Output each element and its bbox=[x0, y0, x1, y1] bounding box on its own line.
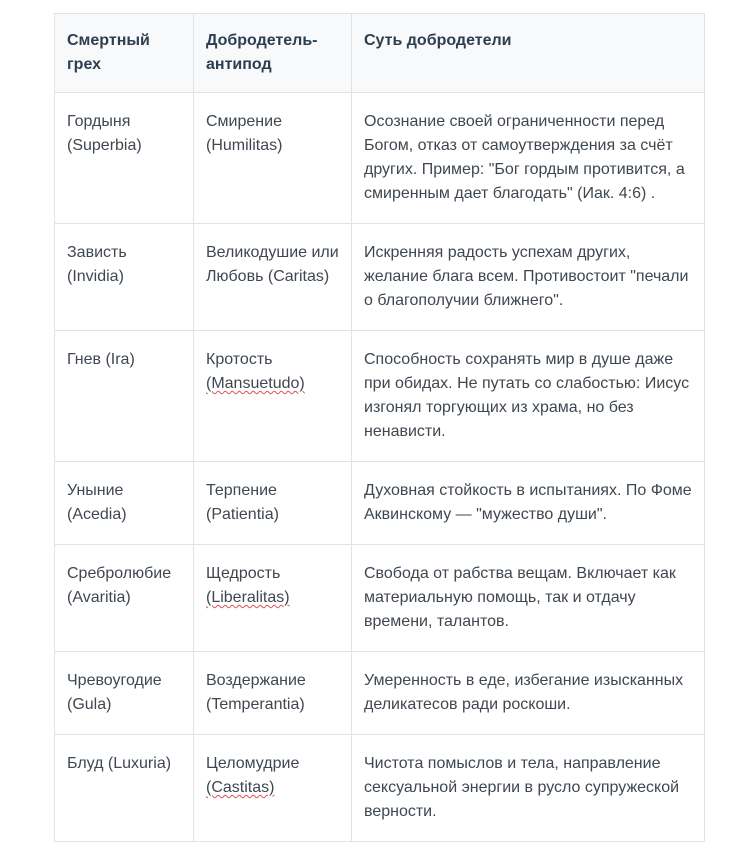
virtue-cell bbox=[194, 462, 352, 545]
sin-cell bbox=[55, 652, 194, 735]
virtue-cell bbox=[194, 735, 352, 842]
header-essence: Суть добродетели bbox=[352, 14, 705, 93]
virtue-cell bbox=[194, 652, 352, 735]
virtue-latin: (Caritas) bbox=[267, 268, 330, 285]
essence-cell: Искренняя радость успехам других, желание блага всем. Противостоит "печали о благополучии ближнего". bbox=[352, 224, 705, 331]
virtue-latin: (Liberalitas) bbox=[206, 589, 290, 606]
essence-cell: Духовная стойкость в испытаниях. По Фоме Аквинскому — "мужество души". bbox=[352, 462, 705, 545]
virtue-name: Терпение bbox=[206, 482, 277, 499]
sin-cell: Гнев (Ira) bbox=[55, 331, 194, 462]
table-row bbox=[55, 93, 705, 224]
header-sin: Смертный грех bbox=[55, 14, 194, 93]
virtue-cell bbox=[194, 93, 352, 224]
essence-cell: Чистота помыслов и тела, направление сексуальной энергии в русло супружеской верности. bbox=[352, 735, 705, 842]
essence-cell: Осознание своей ограниченности перед Богом, отказ от самоутверждения за счёт других. Пример: "Бог гордым противится, а смиренным дает благодать" (Иак. 4:6) . bbox=[352, 93, 705, 224]
sins-virtues-table bbox=[54, 13, 705, 842]
virtue-latin: (Humilitas) bbox=[206, 137, 283, 154]
sin-cell: Гордыня (Superbia) bbox=[55, 93, 194, 224]
sin-cell: Уныние (Acedia) bbox=[55, 462, 194, 545]
sin-cell: Блуд (Luxuria) bbox=[55, 735, 194, 842]
sin-cell: Зависть (Invidia) bbox=[55, 224, 194, 331]
virtue-name: Смирение bbox=[206, 113, 282, 130]
table-row bbox=[55, 545, 705, 652]
table-row bbox=[55, 735, 705, 842]
virtue-name: Целомудрие bbox=[206, 755, 300, 772]
table-row bbox=[55, 652, 705, 735]
virtue-name: Великодушие или Любовь bbox=[206, 244, 339, 285]
virtues-table-container bbox=[54, 13, 704, 842]
virtue-name: Щедрость bbox=[206, 565, 281, 582]
virtue-name: Воздержание bbox=[206, 672, 306, 689]
virtue-name: Кротость bbox=[206, 351, 273, 368]
table-row bbox=[55, 462, 705, 545]
virtue-latin: (Temperantia) bbox=[206, 696, 305, 713]
essence-cell: Умеренность в еде, избегание изысканных деликатесов ради роскоши. bbox=[352, 652, 705, 735]
essence-cell: Свобода от рабства вещам. Включает как материальную помощь, так и отдачу времени, талантов. bbox=[352, 545, 705, 652]
essence-cell: Способность сохранять мир в душе даже при обидах. Не путать со слабостью: Иисус изгонял торгующих из храма, но без ненависти. bbox=[352, 331, 705, 462]
virtue-latin: (Patientia) bbox=[206, 506, 279, 523]
virtue-cell bbox=[194, 224, 352, 331]
virtue-latin: (Castitas) bbox=[206, 779, 275, 796]
virtue-latin: (Mansuetudo) bbox=[206, 375, 305, 392]
virtue-cell bbox=[194, 545, 352, 652]
virtue-cell bbox=[194, 331, 352, 462]
table-header-row bbox=[55, 14, 705, 93]
sin-cell: Сребролюбие (Avaritia) bbox=[55, 545, 194, 652]
table-row bbox=[55, 331, 705, 462]
header-virtue: Добродетель-антипод bbox=[194, 14, 352, 93]
table-row bbox=[55, 224, 705, 331]
sin-text: Чревоугодие (Gula) bbox=[67, 672, 162, 713]
